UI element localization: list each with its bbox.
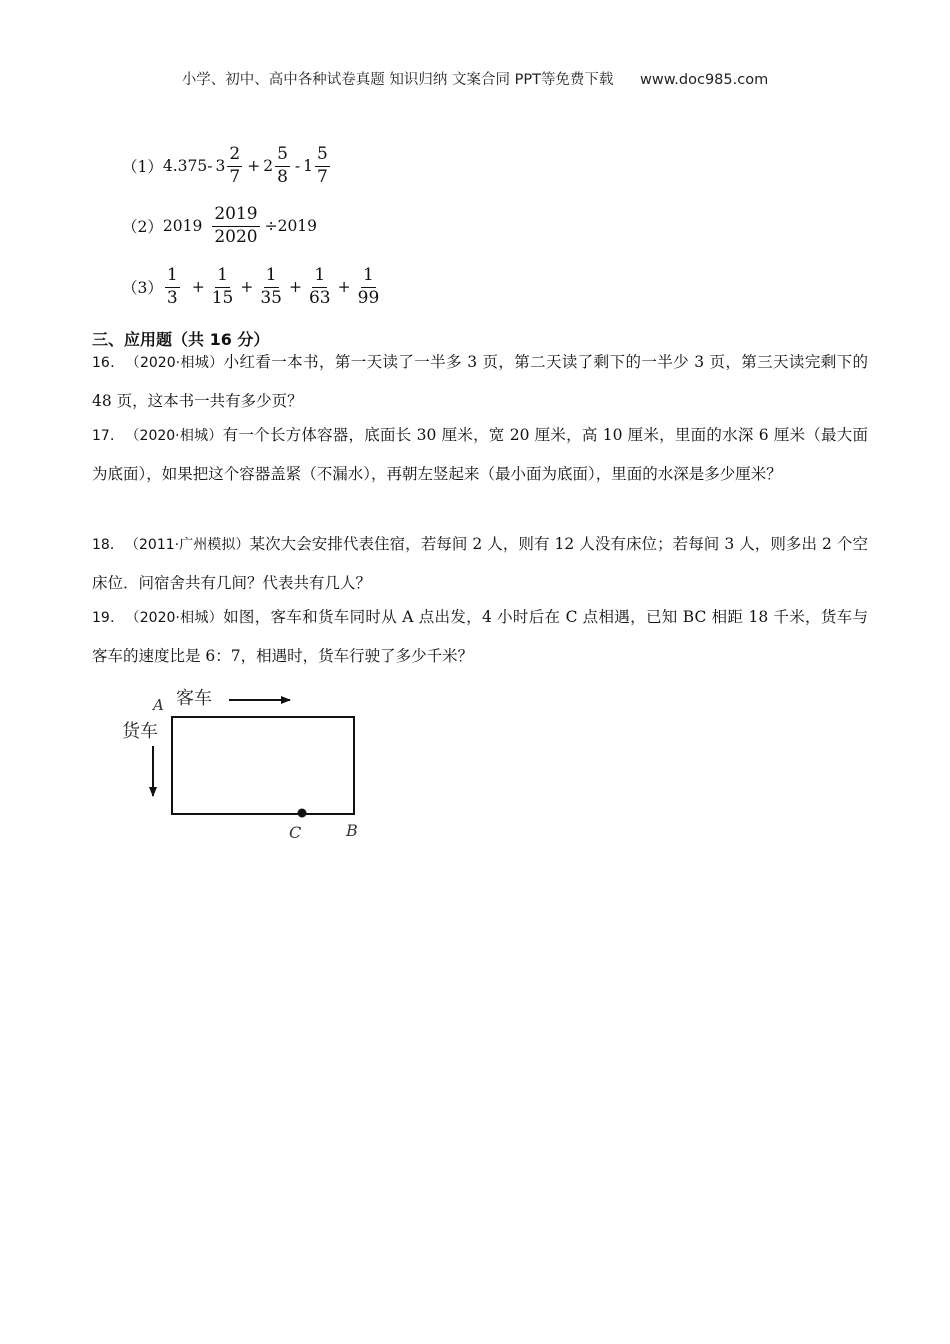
- question-source: （2011·广州模拟）: [131, 537, 250, 553]
- denominator: 8: [277, 166, 288, 187]
- question-18: [92, 526, 868, 602]
- denominator: 15: [211, 287, 234, 308]
- question-16: [92, 344, 868, 420]
- fraction: [307, 267, 333, 308]
- operator: +: [191, 278, 205, 297]
- mixed-whole: 3: [215, 157, 226, 176]
- question-17: [92, 417, 868, 493]
- numerator: 5: [315, 146, 330, 167]
- question-text: 如图，客车和货车同时从 A 点出发，4 小时后在 C 点相遇，已知 BC 相距 18 千米，货车与客车的速度比是 6：7，相遇时，货车行驶了多少千米？: [92, 608, 868, 665]
- operator: +: [337, 278, 351, 297]
- mixed-whole: 1: [303, 157, 314, 176]
- route-rectangle: [172, 717, 354, 814]
- question-source: （2020·相城）: [132, 428, 223, 444]
- truck-label: 货车: [122, 721, 158, 742]
- question-text: 有一个长方体容器，底面长 30 厘米，宽 20 厘米，高 10 厘米，里面的水深 6 厘米（最大面为底面），如果把这个容器盖紧（不漏水），再朝左竖起来（最小面为底面），里面的水深是多少厘米？: [92, 426, 868, 483]
- fraction: [356, 267, 382, 308]
- calc-item-3: [122, 267, 383, 308]
- calc-item-1: [122, 146, 332, 187]
- header-site-link[interactable]: www.doc985.com: [640, 72, 769, 88]
- denominator: 7: [229, 166, 241, 187]
- question-number: 18．: [92, 537, 124, 553]
- question-source: （2020·相城）: [132, 355, 224, 371]
- route-diagram: [112, 682, 372, 844]
- bus-label: 客车: [176, 688, 212, 709]
- calc-label: （2）: [122, 218, 163, 237]
- denominator: 35: [260, 287, 282, 308]
- numerator: 1: [215, 267, 230, 288]
- point-c-marker: [298, 809, 307, 818]
- calc-label: （1）: [122, 158, 163, 177]
- calc-tail: ÷2019: [264, 217, 318, 236]
- question-text: 小红看一本书，第一天读了一半多 3 页，第二天读了剩下的一半少 3 页，第三天读完剩下的 48 页，这本书一共有多少页？: [92, 353, 868, 410]
- page-header: [0, 68, 950, 89]
- denominator: 99: [357, 287, 380, 308]
- fraction: [165, 267, 180, 308]
- numerator: 1: [361, 267, 376, 288]
- header-text: 小学、初中、高中各种试卷真题 知识归纳 文案合同 PPT等免费下载: [181, 72, 614, 88]
- label-b: B: [346, 821, 358, 840]
- section-title: 三、应用题（共 16 分）: [92, 330, 270, 349]
- operator: +: [247, 157, 261, 176]
- question-source: （2020·相城）: [132, 610, 224, 626]
- operator: -: [294, 157, 301, 176]
- question-text: 某次大会安排代表住宿，若每间 2 人，则有 12 人没有床位；若每间 3 人，则多出 2 个空床位．问宿舍共有几间？代表共有几人？: [92, 535, 868, 592]
- operator: +: [288, 278, 302, 297]
- numerator: 1: [165, 267, 180, 288]
- fraction: [227, 146, 242, 187]
- denominator: 3: [166, 287, 178, 308]
- question-number: 17．: [92, 428, 125, 444]
- denominator: 7: [317, 166, 328, 187]
- calc-label: （3）: [122, 279, 163, 298]
- mixed-whole: 2: [263, 157, 274, 176]
- label-c: C: [289, 823, 302, 842]
- question-number: 19．: [92, 610, 125, 626]
- denominator: 2020: [214, 226, 258, 247]
- numerator: 1: [264, 267, 279, 288]
- fraction: [210, 267, 236, 308]
- numerator: 2: [227, 146, 242, 167]
- numerator: 5: [275, 146, 290, 167]
- operator: +: [240, 278, 254, 297]
- fraction: [212, 206, 259, 247]
- denominator: 63: [308, 287, 331, 308]
- label-a: A: [153, 696, 164, 714]
- mixed-whole: 2019: [162, 217, 203, 236]
- question-19: [92, 599, 868, 675]
- calc-item-2: [122, 206, 317, 247]
- fraction: [315, 146, 330, 187]
- numerator: 1: [312, 267, 327, 288]
- fraction: [275, 146, 290, 187]
- calc-lead: 4.375-: [162, 157, 213, 176]
- question-number: 16．: [92, 355, 125, 371]
- fraction: [258, 267, 284, 308]
- numerator: 2019: [212, 206, 259, 227]
